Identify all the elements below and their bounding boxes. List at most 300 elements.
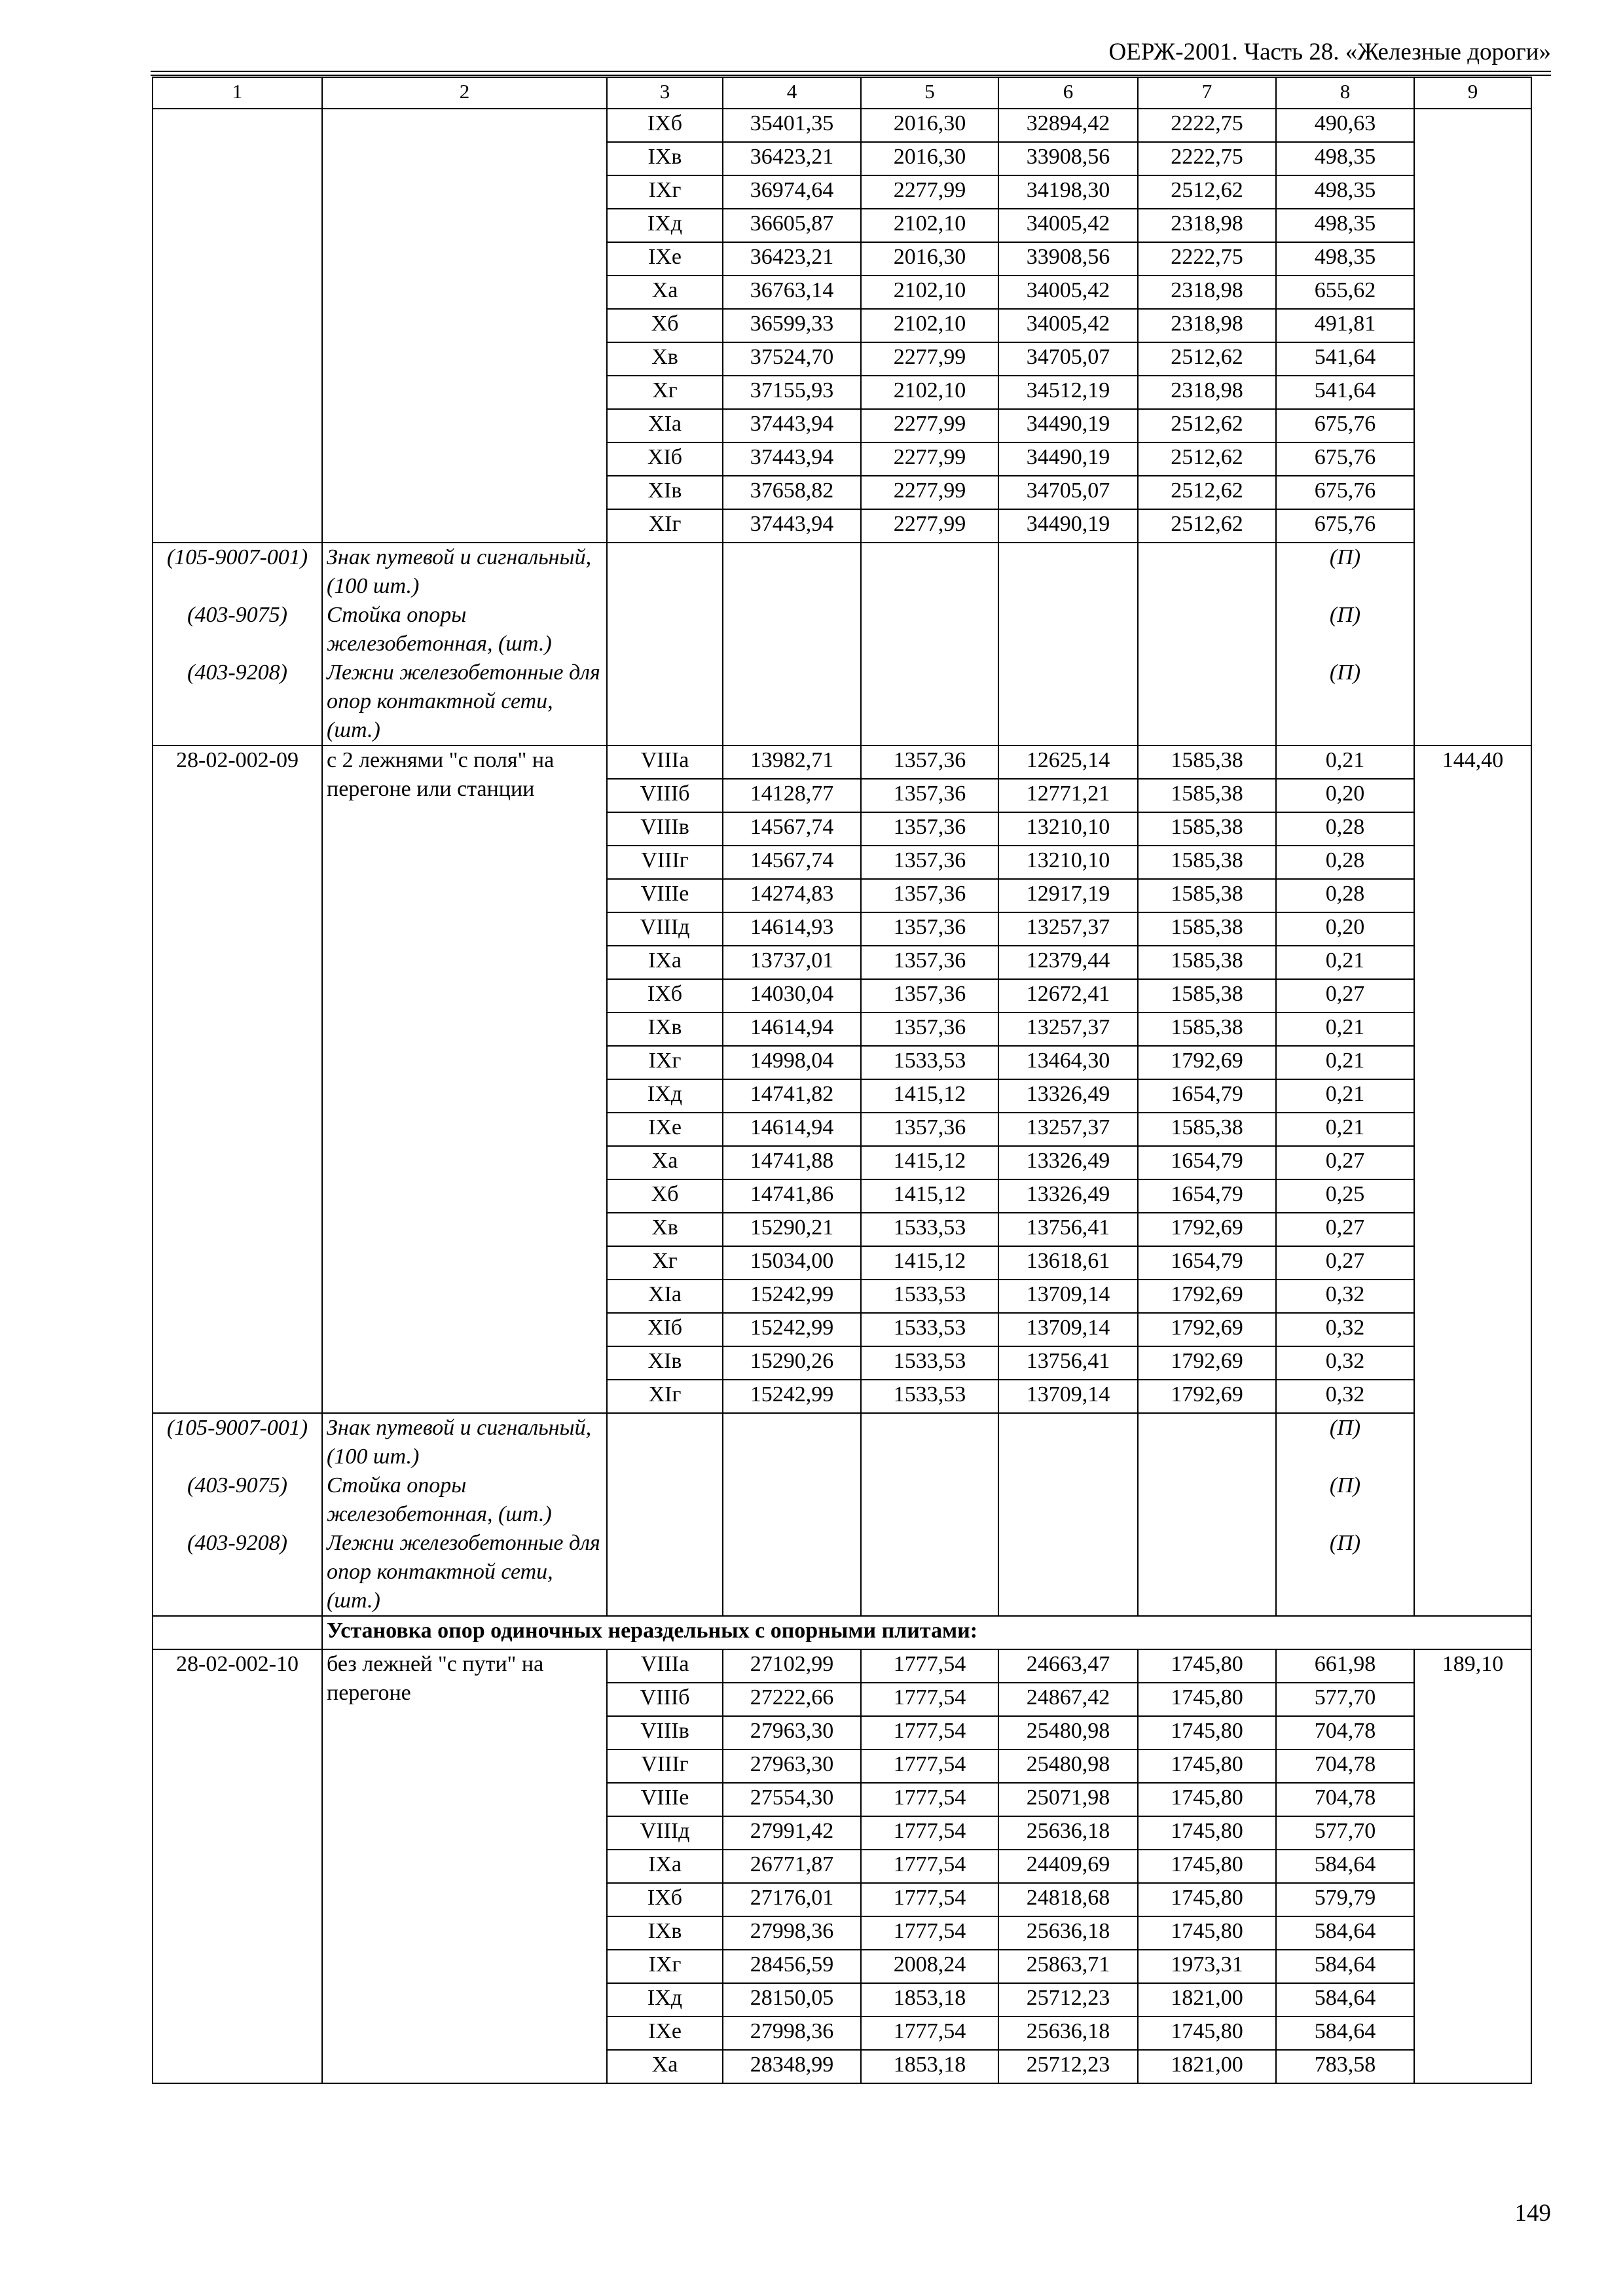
value-cell: 14274,83 <box>723 879 861 912</box>
value-cell: 2277,99 <box>861 442 998 476</box>
empty-cell <box>723 1413 861 1471</box>
value-cell: 34490,19 <box>998 409 1138 442</box>
value-cell: 1654,79 <box>1138 1146 1276 1179</box>
value-cell: 36423,21 <box>723 142 861 175</box>
zone-cell: XIг <box>607 1380 723 1413</box>
empty-cell <box>723 1529 861 1616</box>
value-cell: 37443,94 <box>723 509 861 543</box>
empty-cell <box>998 543 1138 601</box>
resource-name: Стойка опоры железобетонная, (шт.) <box>322 1471 607 1529</box>
code-cell <box>153 109 322 543</box>
value-cell: 27998,36 <box>723 1916 861 1950</box>
value-cell: 1792,69 <box>1138 1380 1276 1413</box>
value-cell: 15034,00 <box>723 1246 861 1280</box>
empty-cell <box>1138 601 1276 658</box>
value-cell: 0,32 <box>1276 1380 1414 1413</box>
value-cell: 14614,93 <box>723 912 861 946</box>
value-cell: 2016,30 <box>861 142 998 175</box>
table-row <box>153 745 1531 779</box>
value-cell: 2222,75 <box>1138 109 1276 142</box>
zone-cell: IXб <box>607 1883 723 1916</box>
value-cell: 0,21 <box>1276 1013 1414 1046</box>
value-cell: 14567,74 <box>723 812 861 846</box>
value-cell: 1745,80 <box>1138 1649 1276 1683</box>
zone-cell: VIIIд <box>607 912 723 946</box>
zone-cell: IXг <box>607 1950 723 1983</box>
value-cell: 2277,99 <box>861 509 998 543</box>
value-cell: 34198,30 <box>998 175 1138 209</box>
zone-cell: XIг <box>607 509 723 543</box>
value-cell: 12625,14 <box>998 745 1138 779</box>
value-cell: 13464,30 <box>998 1046 1138 1079</box>
value-cell: 13326,49 <box>998 1146 1138 1179</box>
empty-cell <box>998 1413 1138 1471</box>
empty-cell <box>607 1413 723 1471</box>
value-cell: 584,64 <box>1276 1916 1414 1950</box>
zone-cell: IXе <box>607 1113 723 1146</box>
value-cell: 2277,99 <box>861 476 998 509</box>
empty-cell <box>998 658 1138 745</box>
value-cell: 13326,49 <box>998 1079 1138 1113</box>
value-cell: 0,21 <box>1276 1113 1414 1146</box>
value-cell: 25712,23 <box>998 2050 1138 2083</box>
resource-code: (403-9208) <box>153 1529 322 1616</box>
value-cell: 1357,36 <box>861 846 998 879</box>
empty-cell <box>607 1471 723 1529</box>
value-cell: 1585,38 <box>1138 745 1276 779</box>
page-number: 149 <box>1514 2200 1551 2227</box>
column-number: 2 <box>322 77 607 109</box>
value-cell: 675,76 <box>1276 509 1414 543</box>
value-cell: 1585,38 <box>1138 779 1276 812</box>
zone-cell: VIIIв <box>607 812 723 846</box>
value-cell: 2318,98 <box>1138 309 1276 342</box>
zone-cell: Xа <box>607 1146 723 1179</box>
zone-cell: VIIIд <box>607 1816 723 1850</box>
value-cell: 498,35 <box>1276 142 1414 175</box>
value-cell: 34490,19 <box>998 442 1138 476</box>
value-cell: 579,79 <box>1276 1883 1414 1916</box>
resource-code: (403-9075) <box>153 601 322 658</box>
value-cell: 25636,18 <box>998 2017 1138 2050</box>
value-cell: 1654,79 <box>1138 1246 1276 1280</box>
value-cell: 13756,41 <box>998 1346 1138 1380</box>
zone-cell: XIа <box>607 1280 723 1313</box>
zone-cell: IXв <box>607 142 723 175</box>
value-cell: 1792,69 <box>1138 1213 1276 1246</box>
value-cell: 12672,41 <box>998 979 1138 1013</box>
value-cell: 1777,54 <box>861 1749 998 1783</box>
rate-code: 28-02-002-09 <box>153 745 322 1413</box>
value-cell: 15290,26 <box>723 1346 861 1380</box>
value-cell: 490,63 <box>1276 109 1414 142</box>
page-header-title: ОЕРЖ-2001. Часть 28. «Железные дороги» <box>1108 39 1551 65</box>
empty-cell <box>723 543 861 601</box>
empty-cell <box>723 658 861 745</box>
column-number: 3 <box>607 77 723 109</box>
value-cell: 13257,37 <box>998 1013 1138 1046</box>
value-cell: 704,78 <box>1276 1749 1414 1783</box>
value-cell: 1745,80 <box>1138 1783 1276 1816</box>
value-cell: 15242,99 <box>723 1313 861 1346</box>
value-cell: 34705,07 <box>998 342 1138 376</box>
column-number: 1 <box>153 77 322 109</box>
empty-cell <box>861 658 998 745</box>
resource-name: Знак путевой и сигнальный, (100 шт.) <box>322 1413 607 1471</box>
value-cell: 0,27 <box>1276 1146 1414 1179</box>
value-cell: 1745,80 <box>1138 1816 1276 1850</box>
value-cell: 14741,82 <box>723 1079 861 1113</box>
zone-cell: IXд <box>607 1079 723 1113</box>
value-cell: 2318,98 <box>1138 209 1276 242</box>
resource-mark: (П) <box>1276 601 1414 658</box>
value-cell: 34490,19 <box>998 509 1138 543</box>
empty-cell <box>723 1471 861 1529</box>
value-cell: 0,21 <box>1276 946 1414 979</box>
value-cell: 1777,54 <box>861 1916 998 1950</box>
value-cell: 1533,53 <box>861 1280 998 1313</box>
resource-row <box>153 543 1531 601</box>
zone-cell: VIIIб <box>607 779 723 812</box>
value-cell: 1415,12 <box>861 1146 998 1179</box>
column-number: 8 <box>1276 77 1414 109</box>
resource-row <box>153 1471 1531 1529</box>
value-cell: 1415,12 <box>861 1246 998 1280</box>
value-cell: 13210,10 <box>998 846 1138 879</box>
value-cell: 13709,14 <box>998 1280 1138 1313</box>
value-cell: 25712,23 <box>998 1983 1138 2017</box>
col9-value: 144,40 <box>1414 745 1531 1616</box>
col9-value: 189,10 <box>1414 1649 1531 2083</box>
zone-cell: VIIIб <box>607 1683 723 1716</box>
value-cell: 14998,04 <box>723 1046 861 1079</box>
value-cell: 541,64 <box>1276 376 1414 409</box>
value-cell: 675,76 <box>1276 409 1414 442</box>
zone-cell: VIIIе <box>607 1783 723 1816</box>
value-cell: 1357,36 <box>861 946 998 979</box>
value-cell: 24663,47 <box>998 1649 1138 1683</box>
value-cell: 27102,99 <box>723 1649 861 1683</box>
resource-name: Лежни железобетонные для опор контактной сети, (шт.) <box>322 1529 607 1616</box>
value-cell: 13982,71 <box>723 745 861 779</box>
value-cell: 13709,14 <box>998 1313 1138 1346</box>
zone-cell: IXб <box>607 109 723 142</box>
zone-cell: VIIIг <box>607 1749 723 1783</box>
empty-cell <box>861 543 998 601</box>
value-cell: 0,27 <box>1276 1246 1414 1280</box>
value-cell: 1415,12 <box>861 1179 998 1213</box>
rates-table-body <box>153 77 1531 2083</box>
value-cell: 1357,36 <box>861 979 998 1013</box>
empty-cell <box>1138 1471 1276 1529</box>
zone-cell: IXд <box>607 1983 723 2017</box>
empty-cell <box>607 601 723 658</box>
value-cell: 1357,36 <box>861 912 998 946</box>
rate-code: 28-02-002-10 <box>153 1649 322 2083</box>
value-cell: 14567,74 <box>723 846 861 879</box>
value-cell: 36974,64 <box>723 175 861 209</box>
value-cell: 35401,35 <box>723 109 861 142</box>
value-cell: 14614,94 <box>723 1013 861 1046</box>
value-cell: 1777,54 <box>861 1816 998 1850</box>
value-cell: 1821,00 <box>1138 1983 1276 2017</box>
zone-cell: IXв <box>607 1013 723 1046</box>
value-cell: 1745,80 <box>1138 1683 1276 1716</box>
value-cell: 1777,54 <box>861 1783 998 1816</box>
value-cell: 12917,19 <box>998 879 1138 912</box>
value-cell: 27963,30 <box>723 1716 861 1749</box>
value-cell: 0,21 <box>1276 1079 1414 1113</box>
value-cell: 541,64 <box>1276 342 1414 376</box>
value-cell: 1357,36 <box>861 1013 998 1046</box>
value-cell: 0,28 <box>1276 879 1414 912</box>
value-cell: 1533,53 <box>861 1346 998 1380</box>
zone-cell: Xб <box>607 1179 723 1213</box>
zone-cell: IXд <box>607 209 723 242</box>
value-cell: 14030,04 <box>723 979 861 1013</box>
resource-mark: (П) <box>1276 1529 1414 1616</box>
value-cell: 34512,19 <box>998 376 1138 409</box>
zone-cell: XIа <box>607 409 723 442</box>
empty-cell <box>998 1471 1138 1529</box>
value-cell: 25480,98 <box>998 1716 1138 1749</box>
value-cell: 2008,24 <box>861 1950 998 1983</box>
header-rule <box>151 71 1551 72</box>
value-cell: 27991,42 <box>723 1816 861 1850</box>
value-cell: 25636,18 <box>998 1916 1138 1950</box>
value-cell: 12379,44 <box>998 946 1138 979</box>
value-cell: 0,27 <box>1276 979 1414 1013</box>
resource-mark: (П) <box>1276 658 1414 745</box>
value-cell: 27963,30 <box>723 1749 861 1783</box>
value-cell: 36605,87 <box>723 209 861 242</box>
value-cell: 1777,54 <box>861 1683 998 1716</box>
value-cell: 14128,77 <box>723 779 861 812</box>
column-number: 4 <box>723 77 861 109</box>
column-number-row <box>153 77 1531 109</box>
rate-name: с 2 лежнями "с поля" на перегоне или станции <box>322 745 607 1413</box>
value-cell: 28150,05 <box>723 1983 861 2017</box>
zone-cell: VIIIа <box>607 1649 723 1683</box>
value-cell: 1745,80 <box>1138 1916 1276 1950</box>
zone-cell: VIIIе <box>607 879 723 912</box>
column-number: 6 <box>998 77 1138 109</box>
value-cell: 1745,80 <box>1138 1883 1276 1916</box>
column-number: 5 <box>861 77 998 109</box>
value-cell: 33908,56 <box>998 142 1138 175</box>
value-cell: 2512,62 <box>1138 476 1276 509</box>
value-cell: 1654,79 <box>1138 1179 1276 1213</box>
zone-cell: XIв <box>607 476 723 509</box>
value-cell: 26771,87 <box>723 1850 861 1883</box>
table-row <box>153 1649 1531 1683</box>
value-cell: 1745,80 <box>1138 1716 1276 1749</box>
value-cell: 1357,36 <box>861 879 998 912</box>
zone-cell: Xг <box>607 1246 723 1280</box>
empty-cell <box>607 658 723 745</box>
empty-cell <box>153 1616 322 1649</box>
value-cell: 0,21 <box>1276 745 1414 779</box>
zone-cell: Xв <box>607 342 723 376</box>
zone-cell: XIб <box>607 1313 723 1346</box>
value-cell: 0,32 <box>1276 1313 1414 1346</box>
value-cell: 25863,71 <box>998 1950 1138 1983</box>
empty-cell <box>1138 1413 1276 1471</box>
value-cell: 1745,80 <box>1138 2017 1276 2050</box>
resource-mark: (П) <box>1276 1471 1414 1529</box>
zone-cell: IXг <box>607 1046 723 1079</box>
value-cell: 1777,54 <box>861 1850 998 1883</box>
value-cell: 1792,69 <box>1138 1280 1276 1313</box>
value-cell: 0,25 <box>1276 1179 1414 1213</box>
value-cell: 0,32 <box>1276 1280 1414 1313</box>
section-heading: Установка опор одиночных нераздельных с опорными плитами: <box>322 1616 1531 1649</box>
value-cell: 13737,01 <box>723 946 861 979</box>
value-cell: 1585,38 <box>1138 1113 1276 1146</box>
value-cell: 34005,42 <box>998 276 1138 309</box>
value-cell: 498,35 <box>1276 242 1414 276</box>
value-cell: 37658,82 <box>723 476 861 509</box>
value-cell: 36423,21 <box>723 242 861 276</box>
value-cell: 33908,56 <box>998 242 1138 276</box>
zone-cell: VIIIв <box>607 1716 723 1749</box>
value-cell: 584,64 <box>1276 2017 1414 2050</box>
section-heading-row <box>153 1616 1531 1649</box>
value-cell: 28456,59 <box>723 1950 861 1983</box>
empty-cell <box>861 1471 998 1529</box>
value-cell: 1654,79 <box>1138 1079 1276 1113</box>
value-cell: 27222,66 <box>723 1683 861 1716</box>
value-cell: 2102,10 <box>861 276 998 309</box>
value-cell: 2102,10 <box>861 309 998 342</box>
resource-mark: (П) <box>1276 1413 1414 1471</box>
empty-cell <box>1138 1529 1276 1616</box>
value-cell: 13257,37 <box>998 912 1138 946</box>
value-cell: 584,64 <box>1276 1950 1414 1983</box>
value-cell: 15242,99 <box>723 1280 861 1313</box>
col9-cell <box>1414 109 1531 745</box>
value-cell: 1745,80 <box>1138 1850 1276 1883</box>
value-cell: 783,58 <box>1276 2050 1414 2083</box>
value-cell: 28348,99 <box>723 2050 861 2083</box>
value-cell: 13756,41 <box>998 1213 1138 1246</box>
value-cell: 24409,69 <box>998 1850 1138 1883</box>
value-cell: 675,76 <box>1276 442 1414 476</box>
value-cell: 1533,53 <box>861 1313 998 1346</box>
value-cell: 1792,69 <box>1138 1346 1276 1380</box>
value-cell: 36599,33 <box>723 309 861 342</box>
resource-name: Стойка опоры железобетонная, (шт.) <box>322 601 607 658</box>
value-cell: 34005,42 <box>998 209 1138 242</box>
value-cell: 2277,99 <box>861 409 998 442</box>
value-cell: 498,35 <box>1276 209 1414 242</box>
value-cell: 1792,69 <box>1138 1046 1276 1079</box>
value-cell: 27176,01 <box>723 1883 861 1916</box>
value-cell: 1357,36 <box>861 1113 998 1146</box>
value-cell: 34705,07 <box>998 476 1138 509</box>
empty-cell <box>861 601 998 658</box>
zone-cell: IXв <box>607 1916 723 1950</box>
value-cell: 32894,42 <box>998 109 1138 142</box>
resource-code: (105-9007-001) <box>153 543 322 601</box>
value-cell: 1853,18 <box>861 2050 998 2083</box>
value-cell: 1777,54 <box>861 1883 998 1916</box>
zone-cell: XIв <box>607 1346 723 1380</box>
zone-cell: IXб <box>607 979 723 1013</box>
value-cell: 13709,14 <box>998 1380 1138 1413</box>
value-cell: 704,78 <box>1276 1783 1414 1816</box>
value-cell: 2016,30 <box>861 242 998 276</box>
value-cell: 36763,14 <box>723 276 861 309</box>
value-cell: 37443,94 <box>723 442 861 476</box>
value-cell: 2318,98 <box>1138 376 1276 409</box>
value-cell: 37443,94 <box>723 409 861 442</box>
value-cell: 1853,18 <box>861 1983 998 2017</box>
zone-cell: Xа <box>607 2050 723 2083</box>
value-cell: 14614,94 <box>723 1113 861 1146</box>
value-cell: 24818,68 <box>998 1883 1138 1916</box>
value-cell: 1585,38 <box>1138 979 1276 1013</box>
value-cell: 37155,93 <box>723 376 861 409</box>
value-cell: 2277,99 <box>861 175 998 209</box>
value-cell: 12771,21 <box>998 779 1138 812</box>
value-cell: 2277,99 <box>861 342 998 376</box>
value-cell: 2318,98 <box>1138 276 1276 309</box>
zone-cell: Xа <box>607 276 723 309</box>
value-cell: 1533,53 <box>861 1046 998 1079</box>
value-cell: 675,76 <box>1276 476 1414 509</box>
resource-code: (105-9007-001) <box>153 1413 322 1471</box>
value-cell: 1585,38 <box>1138 946 1276 979</box>
value-cell: 0,27 <box>1276 1213 1414 1246</box>
value-cell: 37524,70 <box>723 342 861 376</box>
zone-cell: VIIIг <box>607 846 723 879</box>
value-cell: 13618,61 <box>998 1246 1138 1280</box>
value-cell: 2222,75 <box>1138 242 1276 276</box>
value-cell: 1357,36 <box>861 779 998 812</box>
value-cell: 13326,49 <box>998 1179 1138 1213</box>
resource-row <box>153 1529 1531 1616</box>
rate-name: без лежней "с пути" на перегоне <box>322 1649 607 2083</box>
empty-cell <box>861 1413 998 1471</box>
header-rule <box>151 75 1551 76</box>
value-cell: 2016,30 <box>861 109 998 142</box>
value-cell: 0,20 <box>1276 779 1414 812</box>
value-cell: 13210,10 <box>998 812 1138 846</box>
value-cell: 661,98 <box>1276 1649 1414 1683</box>
zone-cell: Xг <box>607 376 723 409</box>
value-cell: 0,20 <box>1276 912 1414 946</box>
empty-cell <box>861 1529 998 1616</box>
value-cell: 1533,53 <box>861 1213 998 1246</box>
value-cell: 24867,42 <box>998 1683 1138 1716</box>
value-cell: 1973,31 <box>1138 1950 1276 1983</box>
resource-row <box>153 601 1531 658</box>
value-cell: 2222,75 <box>1138 142 1276 175</box>
value-cell: 0,28 <box>1276 812 1414 846</box>
value-cell: 1585,38 <box>1138 812 1276 846</box>
empty-cell <box>723 601 861 658</box>
value-cell: 13257,37 <box>998 1113 1138 1146</box>
value-cell: 577,70 <box>1276 1683 1414 1716</box>
resource-row <box>153 658 1531 745</box>
value-cell: 498,35 <box>1276 175 1414 209</box>
empty-cell <box>998 1529 1138 1616</box>
value-cell: 1777,54 <box>861 1649 998 1683</box>
empty-cell <box>1138 543 1276 601</box>
resource-mark: (П) <box>1276 543 1414 601</box>
value-cell: 1415,12 <box>861 1079 998 1113</box>
